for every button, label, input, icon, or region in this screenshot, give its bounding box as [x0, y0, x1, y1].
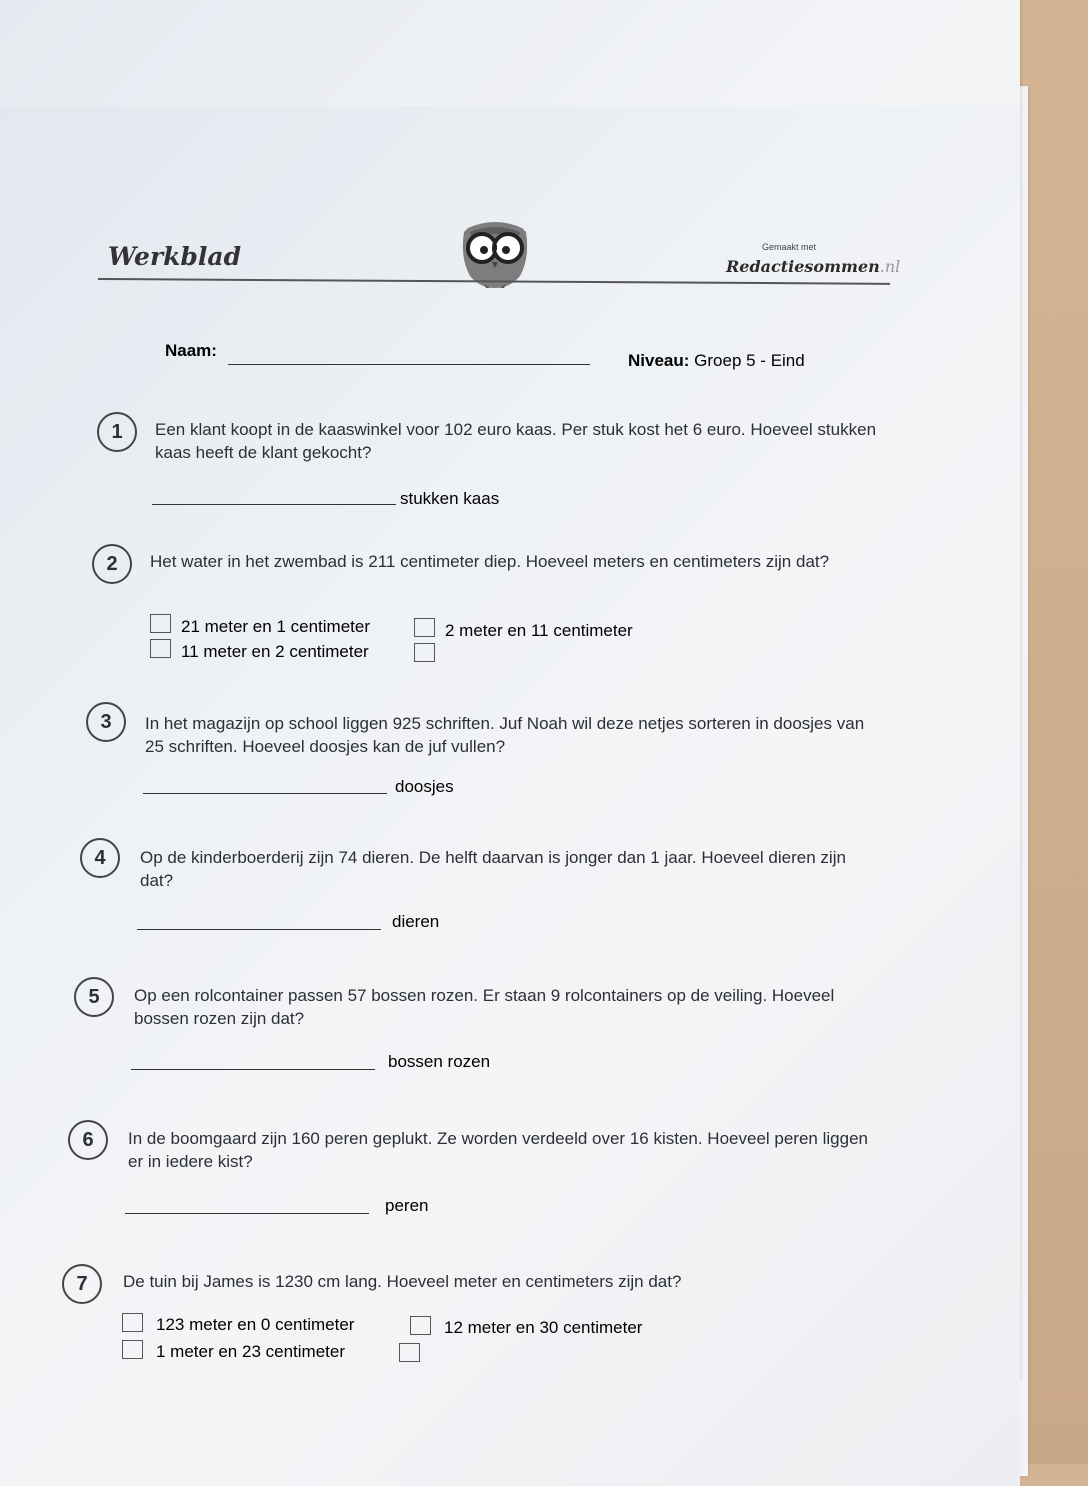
question-text-1: Een klant koopt in de kaaswinkel voor 102 euro kaas. Per stuk kost het 6 euro. Hoeveel stukken kaas heeft de klant gekocht?: [155, 420, 877, 462]
checkbox-2a[interactable]: [150, 614, 171, 633]
question-number-5: 5: [74, 977, 114, 1017]
made-with-label: Gemaakt met: [762, 242, 817, 252]
owl-logo-icon: [460, 218, 530, 290]
question-text-4: Op de kinderboerderij zijn 74 dieren. De helft daarvan is jonger dan 1 jaar. Hoeveel dieren zijn dat?: [140, 848, 846, 890]
option-2a: 21 meter en 1 centimeter: [181, 617, 370, 636]
question-number-4: 4: [80, 838, 120, 878]
question-number-7: 7: [62, 1264, 102, 1304]
brand-main: Redactiesommen: [726, 257, 880, 276]
name-label: Naam:: [165, 341, 217, 360]
brand-name: [726, 257, 900, 276]
answer-line-1[interactable]: [152, 504, 396, 505]
question-text-6: In de boomgaard zijn 160 peren geplukt. Ze worden verdeeld over 16 kisten. Hoeveel peren liggen er in iedere kist?: [128, 1129, 868, 1171]
option-7a: 123 meter en 0 centimeter: [156, 1315, 355, 1334]
answer-unit-3: doosjes: [395, 777, 454, 796]
question-number-2: 2: [92, 544, 132, 584]
question-number-1: 1: [97, 412, 137, 452]
option-7b: 12 meter en 30 centimeter: [444, 1318, 643, 1337]
answer-line-5[interactable]: [131, 1069, 375, 1070]
checkbox-7d[interactable]: [399, 1343, 420, 1362]
answer-unit-5: bossen rozen: [388, 1052, 491, 1071]
question-number-6: 6: [68, 1120, 108, 1160]
option-2b: 2 meter en 11 centimeter: [445, 621, 633, 640]
question-text-3: In het magazijn op school liggen 925 schriften. Juf Noah wil deze netjes sorteren in doosjes van 25 schriften. Hoeveel doosjes kan de juf vullen?: [145, 714, 865, 756]
question-text-7: De tuin bij James is 1230 cm lang. Hoeveel meter en centimeters zijn dat?: [123, 1272, 682, 1291]
checkbox-2d[interactable]: [414, 643, 435, 662]
level-info: [628, 351, 805, 371]
answer-line-6[interactable]: [125, 1213, 369, 1214]
answer-unit-4: dieren: [392, 912, 440, 931]
question-text-5: Op een rolcontainer passen 57 bossen rozen. Er staan 9 rolcontainers op de veiling. Hoeveel bossen rozen zijn dat?: [134, 986, 835, 1028]
checkbox-2c[interactable]: [150, 639, 171, 658]
answer-line-3[interactable]: [143, 793, 387, 794]
question-number-3: 3: [86, 702, 126, 742]
worksheet-title: Werkblad: [108, 242, 242, 271]
question-text-2: Het water in het zwembad is 211 centimeter diep. Hoeveel meters en centimeters zijn dat?: [150, 552, 830, 571]
checkbox-7a[interactable]: [122, 1313, 143, 1332]
checkbox-7b[interactable]: [410, 1316, 431, 1335]
level-label: Niveau:: [628, 351, 690, 370]
answer-unit-1: stukken kaas: [400, 489, 500, 508]
answer-line-4[interactable]: [137, 929, 381, 930]
checkbox-2b[interactable]: [414, 618, 435, 637]
option-7c: 1 meter en 23 centimeter: [156, 1342, 345, 1361]
option-2c: 11 meter en 2 centimeter: [181, 642, 369, 661]
checkbox-7c[interactable]: [122, 1340, 143, 1359]
brand-suffix: .nl: [879, 257, 901, 276]
name-input-line[interactable]: [228, 364, 590, 365]
answer-unit-6: peren: [385, 1196, 429, 1215]
level-value: Groep 5 - Eind: [694, 351, 805, 370]
